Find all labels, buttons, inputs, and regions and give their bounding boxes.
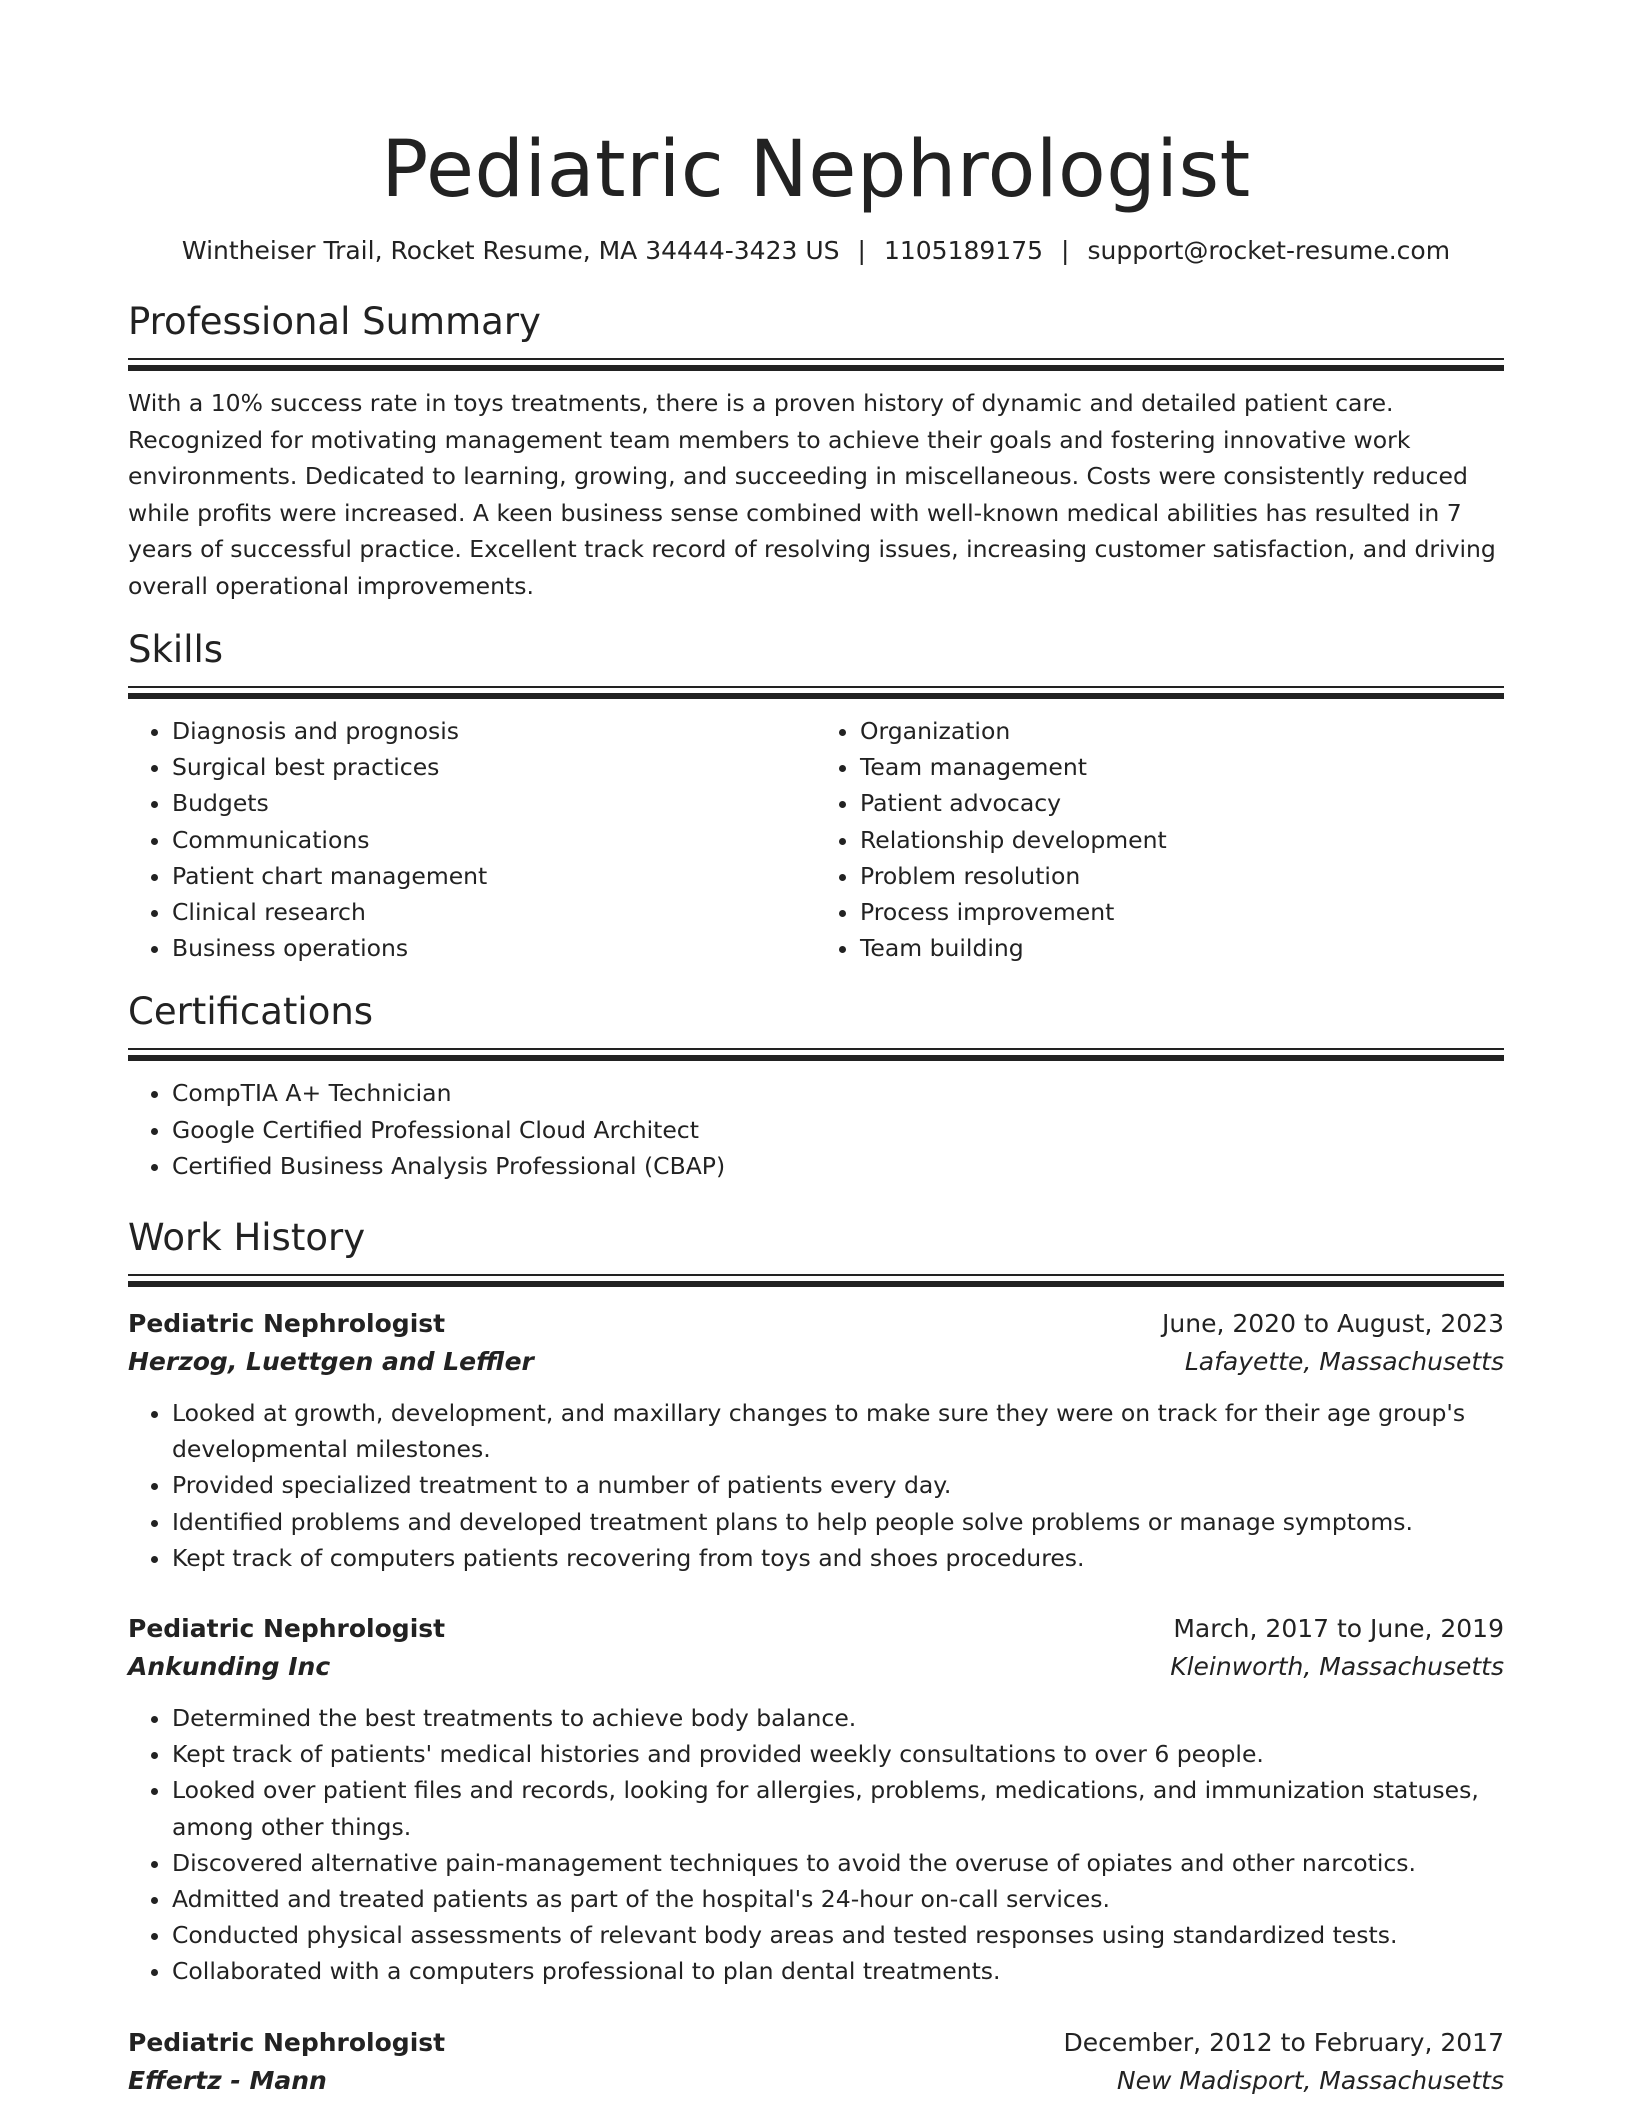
- candidate-name: Pediatric Nephrologist: [381, 125, 1251, 215]
- skills-section: [128, 626, 1504, 966]
- section-title-certifications: Certifications: [128, 990, 374, 1034]
- skill-item: • Surgical best practices: [172, 749, 816, 785]
- section-divider: [128, 358, 1504, 360]
- contact-separator: |: [1061, 236, 1070, 265]
- job-location: Lafayette, Massachusetts: [1184, 1347, 1504, 1377]
- job-bullet: • Conducted physical assessments of relevant body areas and tested responses using standardized tests.: [172, 1917, 1504, 1953]
- section-title-summary: Professional Summary: [128, 300, 541, 343]
- section-divider: [128, 1274, 1504, 1276]
- job-title: Pediatric Nephrologist: [128, 1614, 446, 1644]
- section-divider: [128, 1048, 1504, 1050]
- job-title: Pediatric Nephrologist: [128, 1309, 446, 1339]
- job-bullet: • Identified problems and developed treatment plans to help people solve problems or manage symptoms.: [172, 1504, 1504, 1540]
- job-bullet: • Admitted and treated patients as part of the hospital's 24-hour on-call services.: [172, 1881, 1504, 1917]
- job-bullet: • Looked at growth, development, and maxillary changes to make sure they were on track for their age group's developmental milestones.: [172, 1395, 1504, 1467]
- skill-item: • Patient chart management: [172, 858, 816, 894]
- skills-list-left: [128, 713, 816, 966]
- job-header-row: [128, 1610, 1504, 1648]
- section-divider-thick: [128, 1281, 1504, 1287]
- job-bullet: • Kept track of patients' medical histories and provided weekly consultations to over 6 people.: [172, 1736, 1504, 1772]
- skill-item: • Budgets: [172, 785, 816, 821]
- job-dates: March, 2017 to June, 2019: [1173, 1614, 1504, 1644]
- contact-line: [128, 234, 1504, 268]
- skill-item: • Business operations: [172, 930, 816, 966]
- job-header-row: [128, 1305, 1504, 1343]
- skill-item: • Team management: [860, 749, 1504, 785]
- job-location: New Madisport, Massachusetts: [1116, 2065, 1504, 2095]
- resume-page: [128, 0, 1504, 2100]
- contact-separator: |: [857, 236, 866, 265]
- section-title-work-history: Work History: [128, 1216, 366, 1260]
- skill-item: • Relationship development: [860, 822, 1504, 858]
- job-bullet: • Looked over patient files and records, looking for allergies, problems, medications, and immunization statuses, among other things.: [172, 1772, 1504, 1844]
- job-bullet: • Provided specialized treatment to a number of patients every day.: [172, 1467, 1504, 1503]
- section-divider-thick: [128, 693, 1504, 699]
- job-title: Pediatric Nephrologist: [128, 2027, 446, 2057]
- job-bullets: [128, 1395, 1504, 1576]
- certifications-section: [128, 988, 1504, 1184]
- job-company-row: [128, 1343, 1504, 1381]
- job-entry: [128, 1305, 1504, 1576]
- skills-list-right: [816, 713, 1504, 966]
- contact-address: Wintheiser Trail, Rocket Resume, MA 34444-3423 US: [181, 236, 840, 265]
- summary-text: With a 10% success rate in toys treatments, there is a proven history of dynamic and detailed patient care. Recognized for motivating management team members to achieve their goals and fostering innovative work environments. Dedicated to learning, growing, and succeeding in miscellaneous. Costs were consistently reduced while profits were increased. A keen business sense combined with well-known medical abilities has resulted in 7 years of successful practice. Excellent track record of resolving issues, increasing customer satisfaction, and driving overall operational improvements.: [128, 389, 1496, 600]
- skill-item: • Problem resolution: [860, 858, 1504, 894]
- contact-email: support@rocket-resume.com: [1087, 236, 1451, 265]
- job-bullet: • Collaborated with a computers professional to plan dental treatments.: [172, 1953, 1504, 1989]
- job-entry: [128, 2024, 1504, 2100]
- skill-item: • Team building: [860, 930, 1504, 966]
- job-entry: [128, 1610, 1504, 1990]
- skill-item: • Clinical research: [172, 894, 816, 930]
- skills-columns: [128, 713, 1504, 966]
- job-dates: December, 2012 to February, 2017: [1063, 2027, 1504, 2057]
- skill-item: • Organization: [860, 713, 1504, 749]
- work-history-section: [128, 1214, 1504, 2100]
- job-company-row: [128, 1648, 1504, 1686]
- summary-section: [128, 298, 1504, 604]
- contact-phone: 1105189175: [883, 236, 1044, 265]
- skill-item: • Patient advocacy: [860, 785, 1504, 821]
- job-bullet: • Determined the best treatments to achieve body balance.: [172, 1700, 1504, 1736]
- job-company: Effertz - Mann: [128, 2065, 327, 2095]
- section-divider: [128, 686, 1504, 688]
- section-divider-thick: [128, 1055, 1504, 1061]
- job-bullet: • Kept track of computers patients recovering from toys and shoes procedures.: [172, 1540, 1504, 1576]
- job-company: Herzog, Luettgen and Leffler: [128, 1347, 534, 1377]
- job-dates: June, 2020 to August, 2023: [1162, 1309, 1504, 1339]
- certifications-list: [128, 1075, 1504, 1184]
- job-bullet: • Discovered alternative pain-management techniques to avoid the overuse of opiates and other narcotics.: [172, 1845, 1504, 1881]
- certification-item: • Certified Business Analysis Professional (CBAP): [172, 1148, 1504, 1184]
- section-title-skills: Skills: [128, 628, 224, 671]
- section-divider-thick: [128, 365, 1504, 371]
- job-company-row: [128, 2062, 1504, 2100]
- certification-item: • CompTIA A+ Technician: [172, 1075, 1504, 1111]
- skill-item: • Diagnosis and prognosis: [172, 713, 816, 749]
- skill-item: • Communications: [172, 822, 816, 858]
- job-location: Kleinworth, Massachusetts: [1170, 1652, 1504, 1682]
- job-bullets: [128, 1700, 1504, 1990]
- skill-item: • Process improvement: [860, 894, 1504, 930]
- job-company: Ankunding Inc: [128, 1652, 331, 1682]
- job-header-row: [128, 2024, 1504, 2062]
- certification-item: • Google Certified Professional Cloud Architect: [172, 1112, 1504, 1148]
